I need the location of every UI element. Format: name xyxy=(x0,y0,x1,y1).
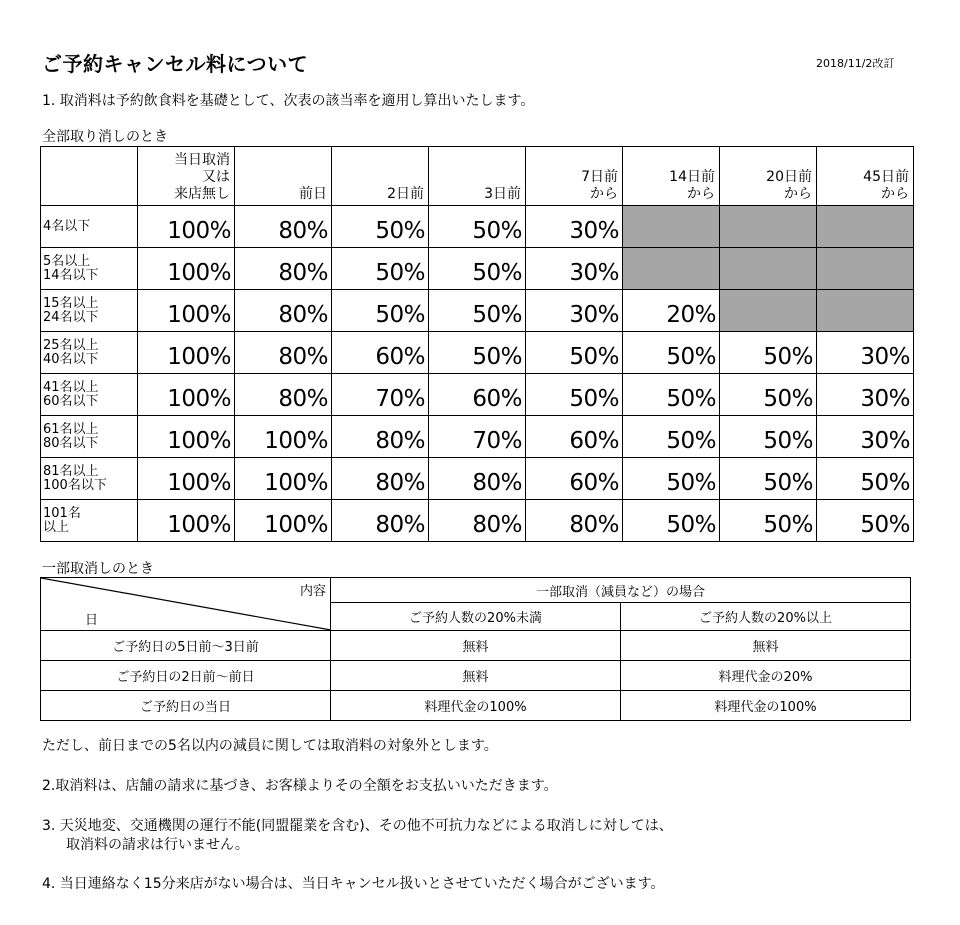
table-cell: 料理代金の100% xyxy=(331,691,621,721)
percentage-cell: 70% xyxy=(429,416,526,458)
not-applicable-cell xyxy=(623,248,720,290)
column-header: 前日 xyxy=(235,147,332,206)
percentage-cell: 50% xyxy=(720,416,817,458)
percentage-cell: 50% xyxy=(526,332,623,374)
row-label: 5名以上 14名以下 xyxy=(41,248,138,290)
percentage-cell: 100% xyxy=(235,500,332,542)
percentage-cell: 60% xyxy=(526,416,623,458)
table-row xyxy=(41,248,914,290)
percentage-cell: 50% xyxy=(817,458,914,500)
row-label: ご予約日の2日前～前日 xyxy=(41,661,331,691)
partial-cancel-note: ただし、前日までの5名以内の減員に関しては取消料の対象外とします。 xyxy=(42,738,498,754)
not-applicable-cell xyxy=(817,290,914,332)
partial-cancel-caption: 一部取消しのとき xyxy=(42,561,154,577)
percentage-cell: 50% xyxy=(623,332,720,374)
percentage-cell: 50% xyxy=(429,332,526,374)
percentage-cell: 70% xyxy=(332,374,429,416)
column-header: 当日取消 又は 来店無し xyxy=(138,147,235,206)
row-label: 15名以上 24名以下 xyxy=(41,290,138,332)
column-header: 45日前 から xyxy=(817,147,914,206)
percentage-cell: 50% xyxy=(623,374,720,416)
percentage-cell: 100% xyxy=(138,374,235,416)
group-header: 一部取消（減員など）の場合 xyxy=(331,578,911,603)
note-3-line-1: 3. 天災地変、交通機関の運行不能(同盟罷業を含む)、その他不可抗力などによる取消しに対しては、 xyxy=(42,818,673,834)
percentage-cell: 50% xyxy=(429,206,526,248)
column-header: 3日前 xyxy=(429,147,526,206)
note-1: 1. 取消料は予約飲食料を基礎として、次表の該当率を適用し算出いたします。 xyxy=(42,93,535,109)
corner-top-label: 内容 xyxy=(299,584,326,599)
percentage-cell: 30% xyxy=(817,416,914,458)
column-header: 20日前 から xyxy=(720,147,817,206)
percentage-cell: 50% xyxy=(332,206,429,248)
note-2: 2.取消料は、店舗の請求に基づき、お客様よりその全額をお支払いいただきます。 xyxy=(42,778,558,794)
column-header xyxy=(41,147,138,206)
row-label: 41名以上 60名以下 xyxy=(41,374,138,416)
not-applicable-cell xyxy=(720,206,817,248)
note-4: 4. 当日連絡なく15分来店がない場合は、当日キャンセル扱いとさせていただく場合がございます。 xyxy=(42,876,665,892)
percentage-cell: 100% xyxy=(138,458,235,500)
partial-cancel-table xyxy=(40,577,911,721)
column-header: 2日前 xyxy=(332,147,429,206)
percentage-cell: 50% xyxy=(623,458,720,500)
percentage-cell: 30% xyxy=(526,290,623,332)
not-applicable-cell xyxy=(817,206,914,248)
percentage-cell: 80% xyxy=(235,332,332,374)
percentage-cell: 80% xyxy=(429,500,526,542)
percentage-cell: 80% xyxy=(332,416,429,458)
table-row xyxy=(41,416,914,458)
percentage-cell: 100% xyxy=(138,416,235,458)
percentage-cell: 100% xyxy=(138,332,235,374)
percentage-cell: 50% xyxy=(720,374,817,416)
percentage-cell: 100% xyxy=(138,500,235,542)
percentage-cell: 30% xyxy=(817,374,914,416)
percentage-cell: 80% xyxy=(235,206,332,248)
revision-date: 2018/11/2改訂 xyxy=(816,57,895,70)
column-header: 14日前 から xyxy=(623,147,720,206)
corner-bottom-label: 日 xyxy=(85,613,99,628)
full-cancel-caption: 全部取り消しのとき xyxy=(42,129,168,145)
table-cell: 無料 xyxy=(331,661,621,691)
percentage-cell: 50% xyxy=(332,248,429,290)
percentage-cell: 100% xyxy=(138,290,235,332)
row-label: ご予約日の5日前～3日前 xyxy=(41,631,331,661)
table-row xyxy=(41,374,914,416)
percentage-cell: 20% xyxy=(623,290,720,332)
percentage-cell: 50% xyxy=(429,290,526,332)
percentage-cell: 30% xyxy=(526,206,623,248)
note-3-line-2: 取消料の請求は行いません。 xyxy=(66,837,249,853)
not-applicable-cell xyxy=(817,248,914,290)
percentage-cell: 80% xyxy=(235,290,332,332)
percentage-cell: 60% xyxy=(526,458,623,500)
sub-header: ご予約人数の20%以上 xyxy=(621,603,911,631)
percentage-cell: 50% xyxy=(720,458,817,500)
table-row xyxy=(41,691,911,721)
percentage-cell: 50% xyxy=(429,248,526,290)
table-row xyxy=(41,631,911,661)
percentage-cell: 50% xyxy=(623,416,720,458)
percentage-cell: 80% xyxy=(526,500,623,542)
row-label: 101名 以上 xyxy=(41,500,138,542)
percentage-cell: 80% xyxy=(332,500,429,542)
percentage-cell: 80% xyxy=(429,458,526,500)
percentage-cell: 50% xyxy=(720,332,817,374)
table-cell: 料理代金の100% xyxy=(621,691,911,721)
row-label: ご予約日の当日 xyxy=(41,691,331,721)
percentage-cell: 50% xyxy=(817,500,914,542)
percentage-cell: 100% xyxy=(138,206,235,248)
table-cell: 無料 xyxy=(621,631,911,661)
percentage-cell: 60% xyxy=(332,332,429,374)
row-label: 81名以上 100名以下 xyxy=(41,458,138,500)
percentage-cell: 30% xyxy=(526,248,623,290)
percentage-cell: 100% xyxy=(235,458,332,500)
table-row xyxy=(41,332,914,374)
table-cell: 料理代金の20% xyxy=(621,661,911,691)
full-cancel-table xyxy=(40,146,914,542)
row-label: 25名以上 40名以下 xyxy=(41,332,138,374)
page-title: ご予約キャンセル料について xyxy=(42,52,309,76)
table-row xyxy=(41,206,914,248)
percentage-cell: 60% xyxy=(429,374,526,416)
table-row xyxy=(41,458,914,500)
row-label: 61名以上 80名以下 xyxy=(41,416,138,458)
table-cell: 無料 xyxy=(331,631,621,661)
header-row xyxy=(41,147,914,206)
percentage-cell: 100% xyxy=(235,416,332,458)
sub-header: ご予約人数の20%未満 xyxy=(331,603,621,631)
percentage-cell: 50% xyxy=(332,290,429,332)
corner-header-cell xyxy=(41,578,331,631)
column-header: 7日前 から xyxy=(526,147,623,206)
percentage-cell: 50% xyxy=(720,500,817,542)
row-label: 4名以下 xyxy=(41,206,138,248)
percentage-cell: 50% xyxy=(623,500,720,542)
table-row xyxy=(41,290,914,332)
table-row xyxy=(41,500,914,542)
not-applicable-cell xyxy=(623,206,720,248)
percentage-cell: 80% xyxy=(235,374,332,416)
percentage-cell: 30% xyxy=(817,332,914,374)
table-row xyxy=(41,661,911,691)
not-applicable-cell xyxy=(720,248,817,290)
percentage-cell: 80% xyxy=(235,248,332,290)
percentage-cell: 80% xyxy=(332,458,429,500)
percentage-cell: 50% xyxy=(526,374,623,416)
not-applicable-cell xyxy=(720,290,817,332)
percentage-cell: 100% xyxy=(138,248,235,290)
